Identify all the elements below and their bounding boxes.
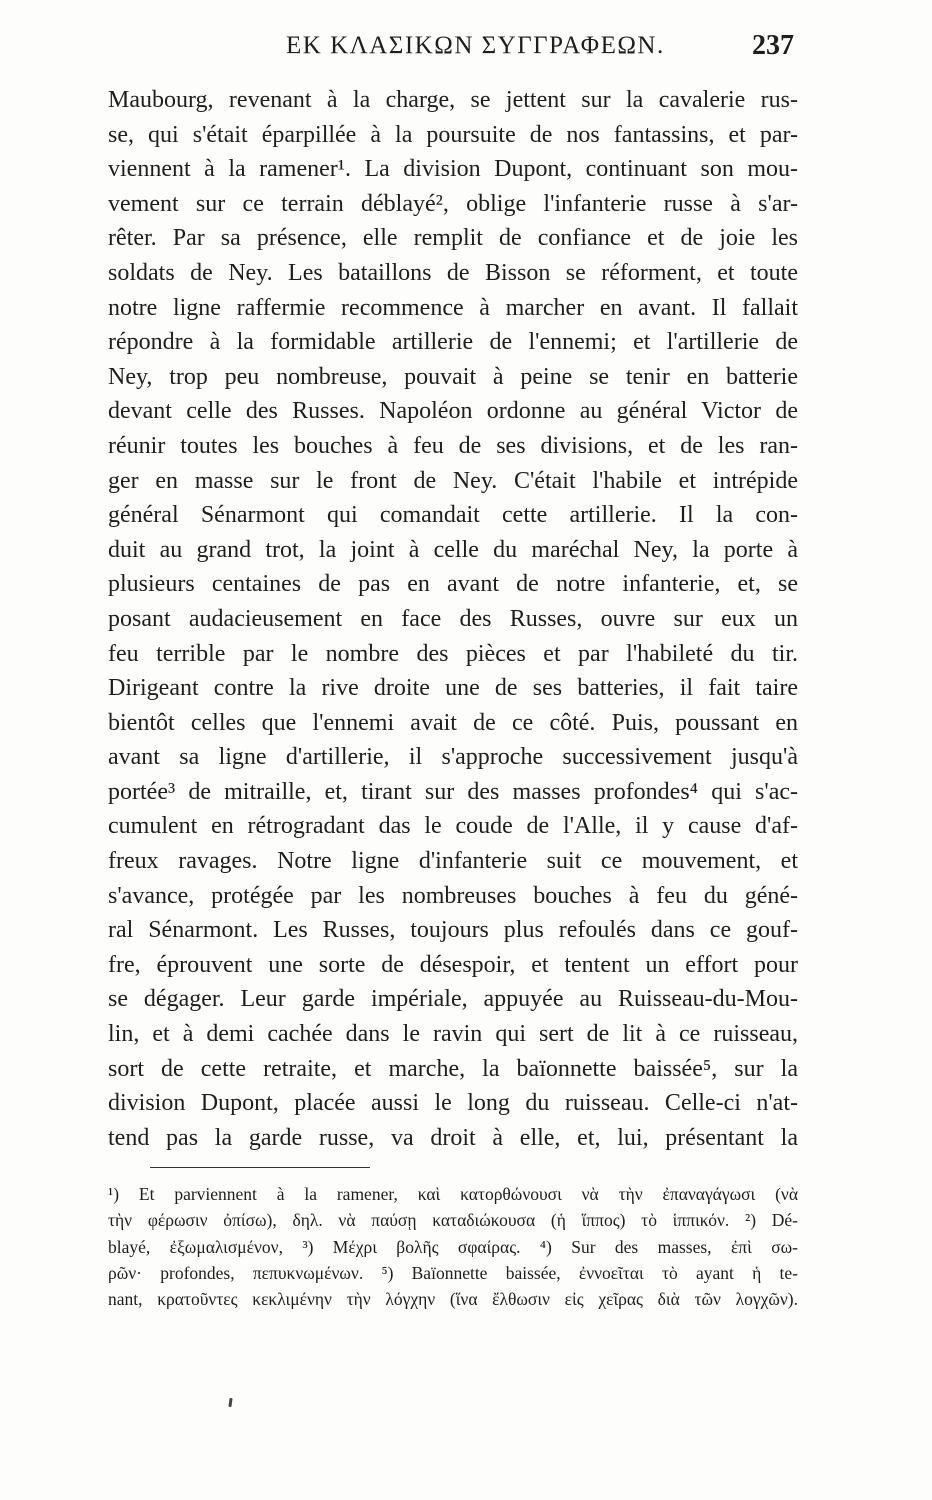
text-line: portée³ de mitraille, et, tirant sur des masses profondes⁴ qui s'ac- [108,778,798,805]
text-line: soldats de Ney. Les bataillons de Bisson se réforment, et toute [108,259,798,286]
text-line: viennent à la ramener¹. La division Dupont, continuant son mou- [108,156,798,183]
text-line: s'avance, protégée par les nombreuses bouches à feu du géné- [108,882,798,909]
text-line: posant audacieusement en face des Russes, ouvre sur eux un [108,605,798,632]
text-line: notre ligne raffermie recommence à marcher en avant. Il fallait [108,294,798,321]
text-line: général Sénarmont qui comandait cette artillerie. Il la con- [108,502,798,529]
text-line: se, qui s'était éparpillée à la poursuite de nos fantassins, et par- [108,121,798,148]
text-line: fre, éprouvent une sorte de désespoir, et tentent un effort pour [108,951,798,978]
ink-speck [228,1398,232,1407]
text-line: cumulent en rétrogradant das le coude de l'Alle, il y cause d'af- [108,813,798,840]
text-line: sort de cette retraite, et marche, la baïonnette baissée⁵, sur la [108,1055,798,1082]
text-line: duit au grand trot, la joint à celle du maréchal Ney, la porte à [108,536,798,563]
text-line: réunir toutes les bouches à feu de ses divisions, et de les ran- [108,432,798,459]
text-line: ral Sénarmont. Les Russes, toujours plus refoulés dans ce gouf- [108,917,798,944]
text-line: plusieurs centaines de pas en avant de notre infanterie, et, se [108,571,798,598]
text-line: se dégager. Leur garde impériale, appuyée au Ruisseau-du-Mou- [108,986,798,1013]
running-head [108,30,798,70]
text-line: avant sa ligne d'artillerie, il s'approche successivement jusqu'à [108,744,798,771]
text-line: vement sur ce terrain déblayé², oblige l'infanterie russe à s'ar- [108,190,798,217]
text-line: feu terrible par le nombre des pièces et par l'habileté du tir. [108,640,798,667]
text-line: freux ravages. Notre ligne d'infanterie suit ce mouvement, et [108,848,798,875]
text-line: répondre à la formidable artillerie de l'ennemi; et l'artillerie de [108,329,798,356]
text-line: lin, et à demi cachée dans le ravin qui sert de lit à ce ruisseau, [108,1021,798,1048]
text-line: bientôt celles que l'ennemi avait de ce côté. Puis, poussant en [108,709,798,736]
footnote-line: ¹) Et parviennent à la ramener, καὶ κατορθώνουσι νὰ τὴν ἐπαναγάγωσι (νὰ [108,1184,798,1204]
footnote-rule [150,1167,370,1168]
footnote-line: nant, κρατοῦντες κεκλιμένην τὴν λόγχην (ἵνα ἔλθωσιν εἰς χεῖρας διὰ τῶν λογχῶν). [108,1289,798,1310]
text-line: tend pas la garde russe, va droit à elle, et, lui, présentant la [108,1124,798,1151]
text-line: rêter. Par sa présence, elle remplit de confiance et de joie les [108,225,798,252]
footnote-line: blayé, ἐξωμαλισμένον, ³) Μέχρι βολῆς σφαίρας. ⁴) Sur des masses, ἐπὶ σω- [108,1236,798,1257]
footnotes [108,1181,798,1312]
footnote-line: τὴν φέρωσιν ὀπίσω), δηλ. νὰ παύσῃ καταδιώκουσα (ἡ ἵππος) τὸ ἱππικόν. ²) Dé- [108,1210,798,1231]
text-line: Dirigeant contre la rive droite une de ses batteries, il fait taire [108,675,798,702]
text-line: Ney, trop peu nombreuse, pouvait à peine se tenir en batterie [108,363,798,390]
page-number: 237 [752,30,794,61]
text-line: Maubourg, revenant à la charge, se jettent sur la cavalerie rus- [108,87,798,113]
text-line: division Dupont, placée aussi le long du ruisseau. Celle-ci n'at- [108,1090,798,1117]
body-text [108,83,798,1155]
running-title: ΕΚ ΚΛΑΣΙΚΩΝ ΣΥΓΓΡΑΦΕΩΝ. [286,32,665,59]
text-line: ger en masse sur le front de Ney. C'était l'habile et intrépide [108,467,798,494]
text-line: devant celle des Russes. Napoléon ordonne au général Victor de [108,398,798,425]
footnote-line: ρῶν· profondes, πεπυκνωμένων. ⁵) Baïonnette baissée, ἐννοεῖται τὸ ayant ἡ te- [108,1262,798,1283]
